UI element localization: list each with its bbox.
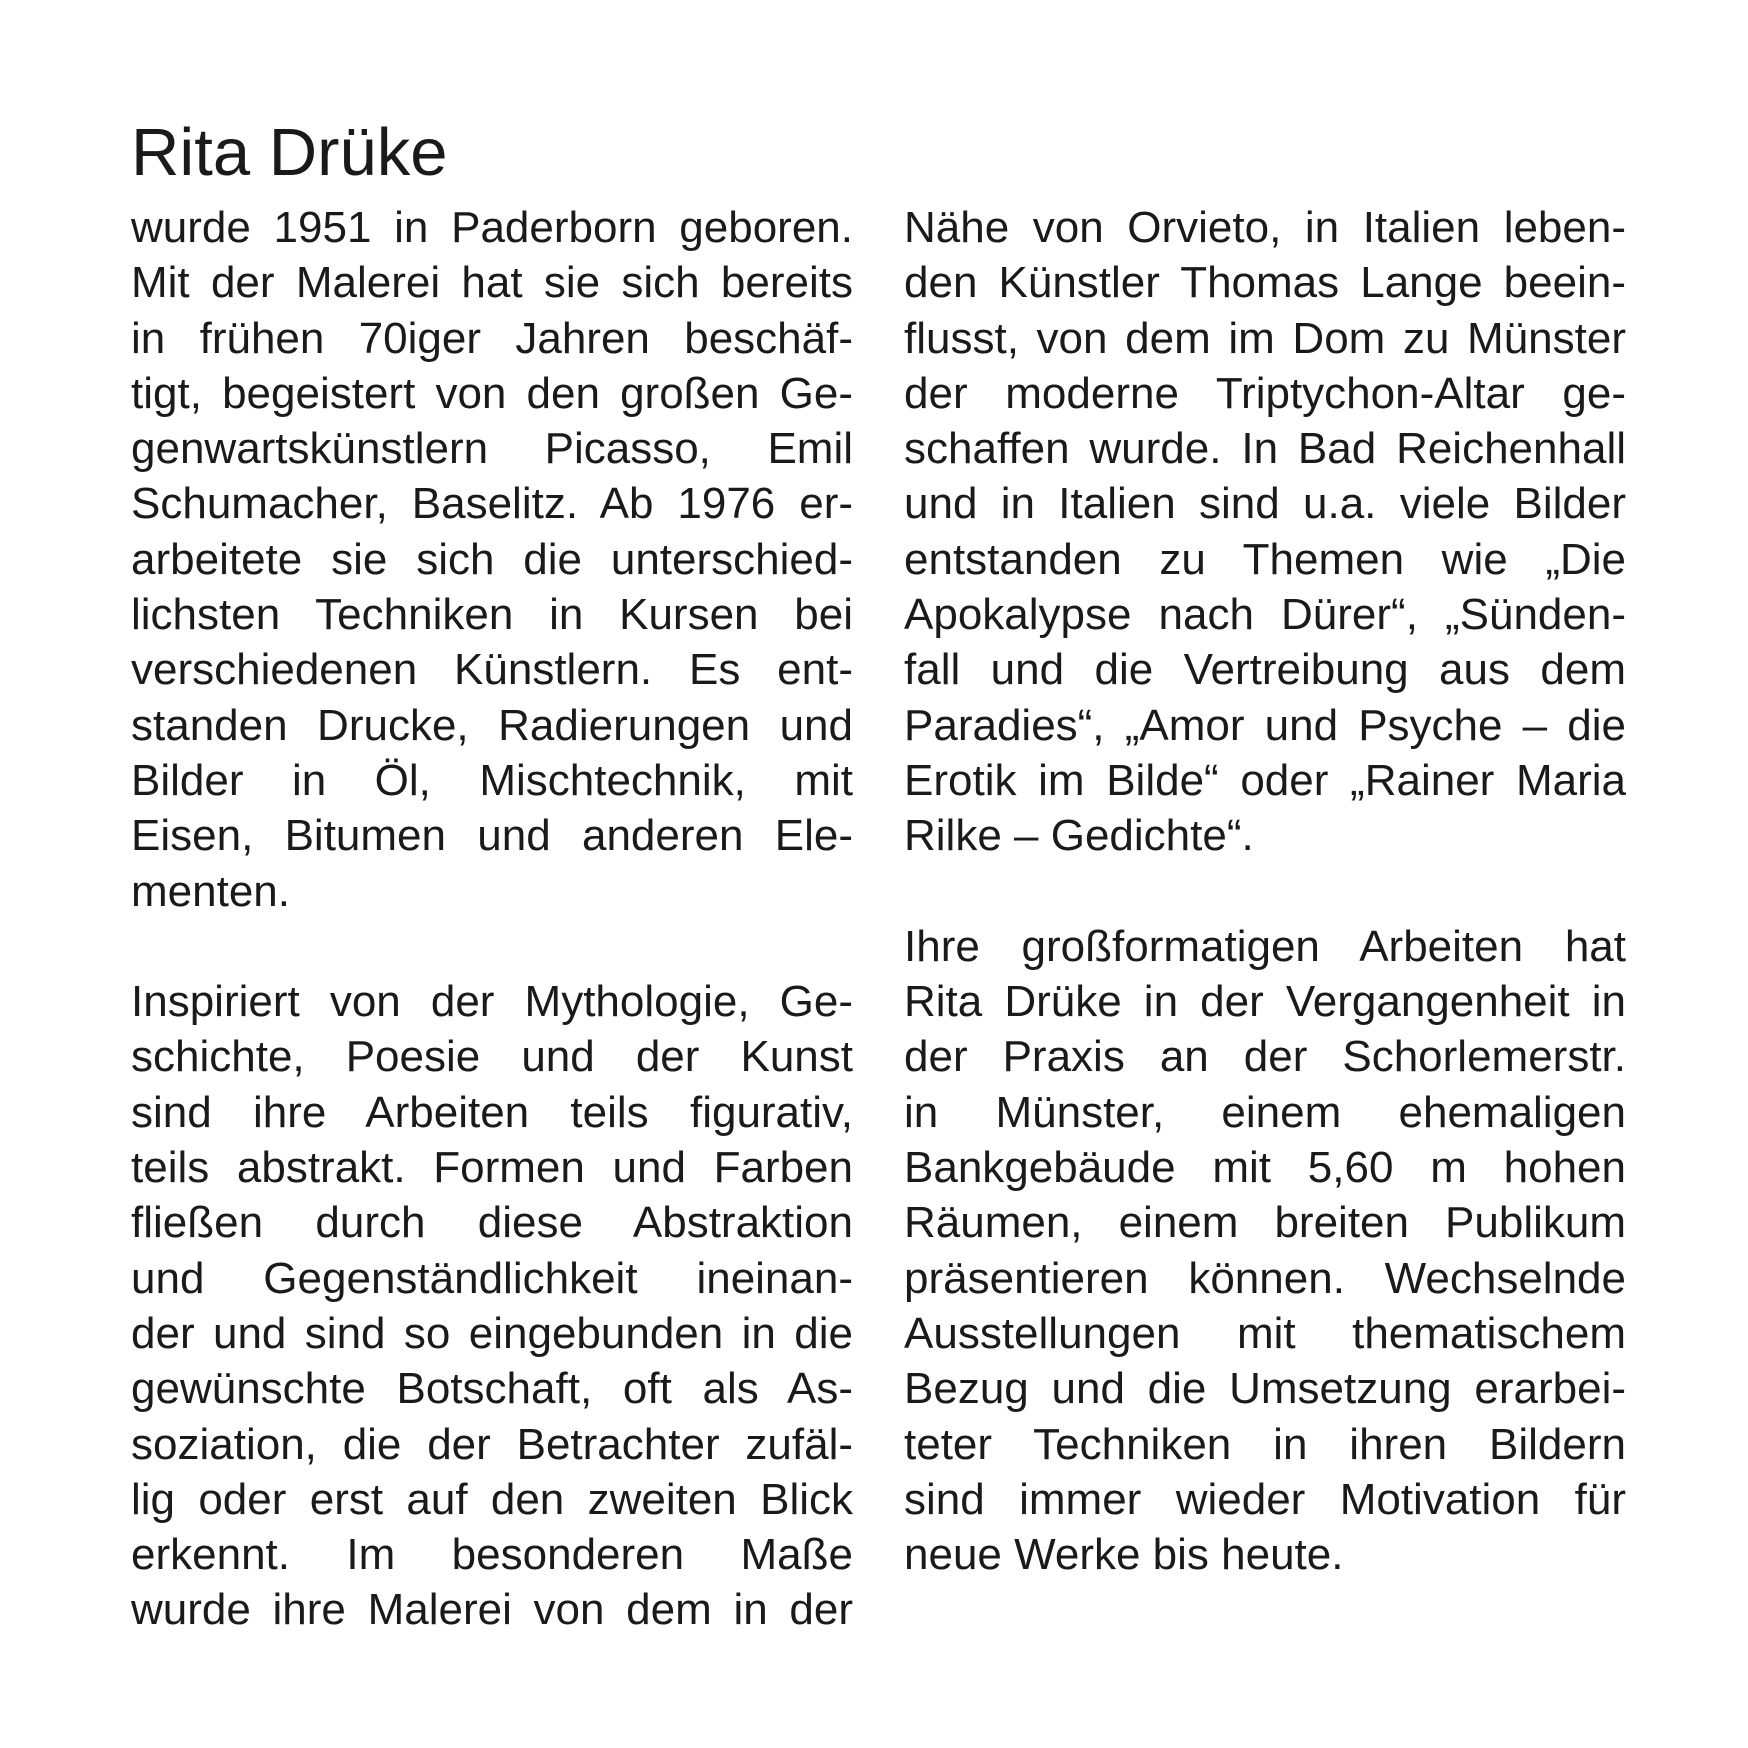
- text-line: Ausstellungen mit thematischem: [904, 1308, 1626, 1358]
- left-column: [131, 200, 853, 1638]
- text-line: standen Drucke, Radierungen und: [131, 700, 853, 750]
- text-line: genwartskünstlern Picasso, Emil: [131, 424, 853, 474]
- text-line: neue Werke bis heute.: [904, 1530, 1344, 1580]
- text-line: teter Techniken in ihren Bildern: [904, 1419, 1626, 1469]
- text-line: Bankgebäude mit 5,60 m hohen: [904, 1143, 1626, 1193]
- text-line: Mit der Malerei hat sie sich bereits: [131, 258, 853, 308]
- text-line: und Gegenständlichkeit ineinan-: [131, 1253, 853, 1303]
- text-line: Erotik im Bilde“ oder „Rainer Maria: [904, 755, 1626, 805]
- text-line: fließen durch diese Abstraktion: [131, 1198, 853, 1248]
- text-line: Paradies“, „Amor und Psyche – die: [904, 700, 1626, 750]
- text-line: Rilke – Gedichte“.: [904, 811, 1254, 861]
- text-line: Bezug und die Umsetzung erarbei-: [904, 1364, 1626, 1414]
- text-line: den Künstler Thomas Lange beein-: [904, 258, 1626, 308]
- text-line: in Münster, einem ehemaligen: [904, 1087, 1626, 1137]
- text-line: der und sind so eingebunden in die: [131, 1308, 853, 1358]
- paragraph: [131, 974, 853, 1638]
- text-line: und in Italien sind u.a. viele Bilder: [904, 479, 1626, 529]
- text-line: teils abstrakt. Formen und Farben: [131, 1143, 853, 1193]
- paragraph: [904, 919, 1626, 1583]
- text-line: wurde 1951 in Paderborn geboren.: [131, 203, 853, 252]
- text-line: Rita Drüke in der Vergangenheit in: [904, 977, 1626, 1027]
- text-line: lichsten Techniken in Kursen bei: [131, 590, 853, 640]
- text-line: flusst, von dem im Dom zu Münster: [904, 313, 1626, 363]
- right-column: [904, 200, 1626, 1582]
- text-line: Räumen, einem breiten Publikum: [904, 1198, 1626, 1248]
- text-line: Bilder in Öl, Mischtechnik, mit: [131, 755, 853, 805]
- paragraph-gap: [131, 919, 853, 974]
- text-line: Inspiriert von der Mythologie, Ge-: [131, 977, 853, 1027]
- text-line: erkennt. Im besonderen Maße: [131, 1530, 853, 1580]
- text-line: tigt, begeistert von den großen Ge-: [131, 368, 853, 418]
- text-line: Schumacher, Baselitz. Ab 1976 er-: [131, 479, 853, 529]
- text-line: präsentieren können. Wechselnde: [904, 1253, 1626, 1303]
- page-title: Rita Drüke: [131, 115, 448, 190]
- paragraph: [131, 200, 853, 919]
- text-line: Eisen, Bitumen und anderen Ele-: [131, 811, 853, 861]
- text-line: lig oder erst auf den zweiten Blick: [131, 1474, 853, 1524]
- paragraph: [904, 200, 1626, 864]
- text-line: Apokalypse nach Dürer“, „Sünden-: [904, 590, 1626, 640]
- text-line: gewünschte Botschaft, oft als As-: [131, 1364, 853, 1414]
- text-line: wurde ihre Malerei von dem in der: [131, 1585, 853, 1635]
- text-line: verschiedenen Künstlern. Es ent-: [131, 645, 853, 695]
- text-line: fall und die Vertreibung aus dem: [904, 645, 1626, 695]
- text-line: der Praxis an der Schorlemerstr.: [904, 1032, 1626, 1082]
- text-line: schichte, Poesie und der Kunst: [131, 1032, 853, 1082]
- text-line: menten.: [131, 866, 290, 916]
- text-line: entstanden zu Themen wie „Die: [904, 534, 1626, 584]
- text-line: sind immer wieder Motivation für: [904, 1474, 1626, 1524]
- text-line: arbeitete sie sich die unterschied-: [131, 534, 853, 584]
- text-line: Nähe von Orvieto, in Italien leben-: [904, 203, 1626, 252]
- text-line: sind ihre Arbeiten teils figurativ,: [131, 1087, 853, 1137]
- text-line: soziation, die der Betrachter zufäl-: [131, 1419, 853, 1469]
- paragraph-gap: [904, 864, 1626, 919]
- text-line: in frühen 70iger Jahren beschäf-: [131, 313, 853, 363]
- text-line: schaffen wurde. In Bad Reichenhall: [904, 424, 1626, 474]
- text-line: Ihre großformatigen Arbeiten hat: [904, 921, 1626, 971]
- text-line: der moderne Triptychon-Altar ge-: [904, 368, 1626, 418]
